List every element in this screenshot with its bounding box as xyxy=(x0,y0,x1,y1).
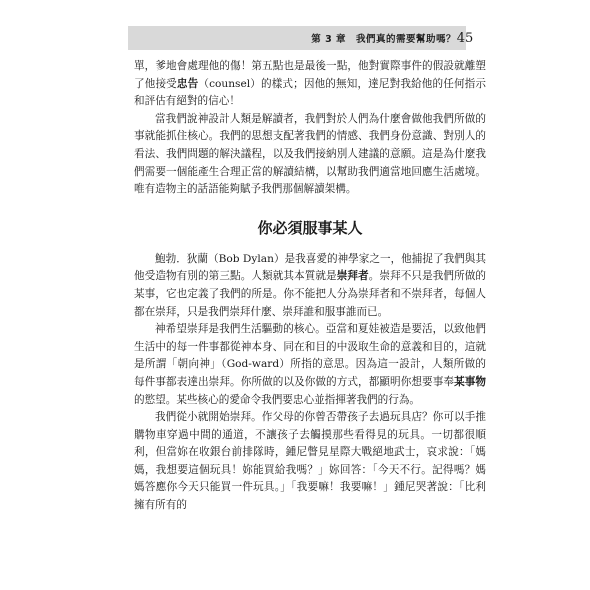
paragraph-text: 鮑勃．狄蘭（Bob Dylan）是我喜愛的神學家之一，他捕捉了我們與其他受造物有別的第三點。人類就其本質就是 xyxy=(134,252,486,283)
emphasis-text: 忠告 xyxy=(176,77,199,90)
chapter-header xyxy=(128,26,466,50)
paragraph-text: 神希望崇拜是我們生活驅動的核心。亞當和夏娃被造是要活，以致他們生活中的每一件事都從神本身、同在和目的中汲取生命的意義和目的，這就是所謂「朝向神」（God-ward）所指的意思。因為這一設計，人類所做的每件事都表達出崇拜。你所做的以及你做的方式，都顯明你想要事奉 xyxy=(134,323,486,388)
paragraph-text: （counsel）的樣式；因他的無知，達尼對我給他的任何指示和評估有絕對的信心！ xyxy=(134,77,486,108)
paragraphs-after xyxy=(134,251,486,515)
emphasis-text: 崇拜者 xyxy=(336,270,369,283)
paragraph-text: 當我們說神設計人類是解讀者，我們對於人們為什麼會做他我們所做的事就能抓住核心。我們的思想支配著我們的情感、我們身份意識、對別人的看法、我們問題的解決議程，以及我們接納別人建議的意願。這是為什麼我們需要一個能產生合理正當的解讀結構，以幫助我們適當地回應生活處境。唯有造物主的話語能夠賦予我們那個解讀架構。 xyxy=(134,112,486,196)
paragraphs-before xyxy=(134,58,486,199)
paragraph-text: 單，爹地會處理他的傷！第五點也是最後一點，他對實際事件的假設就離塑了他接受 xyxy=(134,60,486,90)
paragraph-text: 。崇拜不只是我們所做的某事，它也定義了我們的所是。你不能把人分為崇拜者和不崇拜者，每個人都在崇拜，只是我們崇拜什麼、崇拜誰和服事誰而已。 xyxy=(134,270,487,318)
page-number: 45 xyxy=(456,30,474,46)
section-title: 你必須服事某人 xyxy=(257,218,363,237)
emphasis-text: 某事物 xyxy=(454,375,487,388)
chapter-title: 第 3 章 我們真的需要幫助嗎？ xyxy=(311,34,456,45)
paragraph-text: 我們從小就開始崇拜。作父母的你曾否帶孩子去過玩具店？你可以手推購物車穿過中間的通道，不讓孩子去觸摸那些看得見的玩具。一切都很順利，但當妳在收銀台前排隊時，鍾尼瞥見星際大戰絕地武士，哀求說：「媽媽，我想要這個玩具！妳能買給我嗎？」妳回答：「今天不行。記得嗎？媽媽答應你今天只能買一件玩具。」「我要嘛！我要嘛！」鍾尼哭著說：「比利擁有所有的 xyxy=(134,411,486,512)
paragraph xyxy=(134,58,486,111)
paragraph xyxy=(134,111,486,199)
paragraph-text: 的慾望。某些核心的愛命令我們要忠心並指揮著我們的行為。 xyxy=(134,393,421,406)
paragraph xyxy=(134,321,486,409)
paragraph xyxy=(134,251,486,321)
paragraph xyxy=(134,409,486,515)
page-body xyxy=(134,58,486,515)
